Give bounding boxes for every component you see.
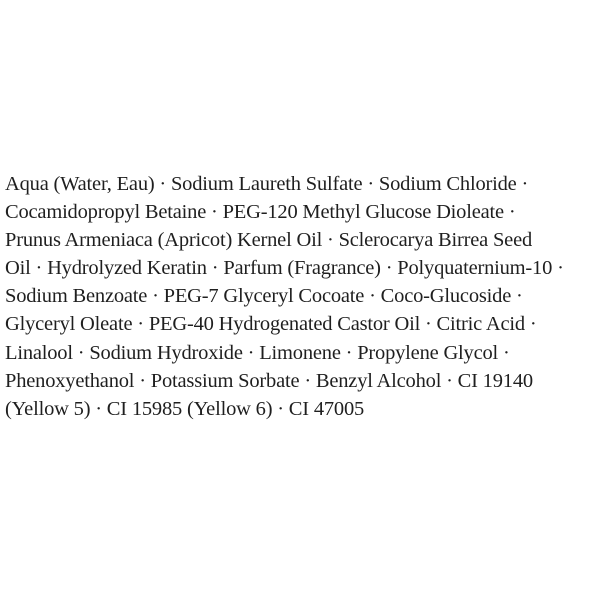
ingredients-line-5: Sodium Benzoate · PEG-7 Glyceryl Cocoate · Coco-Glucoside · [5,285,523,308]
ingredients-line-7: Linalool · Sodium Hydroxide · Limonene · Propylene Glycol · [5,341,510,364]
ingredients-line-1: Aqua (Water, Eau) · Sodium Laureth Sulfate · Sodium Chloride · [5,173,529,195]
ingredients-line-6: Glyceryl Oleate · PEG-40 Hydrogenated Castor Oil · Citric Acid · [5,313,537,336]
ingredients-line-3: Prunus Armeniaca (Apricot) Kernel Oil · Sclerocarya Birrea Seed [5,229,533,252]
ingredients-line-2: Cocamidopropyl Betaine · PEG-120 Methyl Glucose Dioleate · [5,201,516,224]
ingredients-list [5,170,597,423]
ingredients-line-9: (Yellow 5) · CI 15985 (Yellow 6) · CI 47005 [5,397,365,420]
ingredients-line-4: Oil · Hydrolyzed Keratin · Parfum (Fragrance) · Polyquaternium-10 · [5,257,564,280]
ingredients-line-8: Phenoxyethanol · Potassium Sorbate · Benzyl Alcohol · CI 19140 [5,369,533,392]
